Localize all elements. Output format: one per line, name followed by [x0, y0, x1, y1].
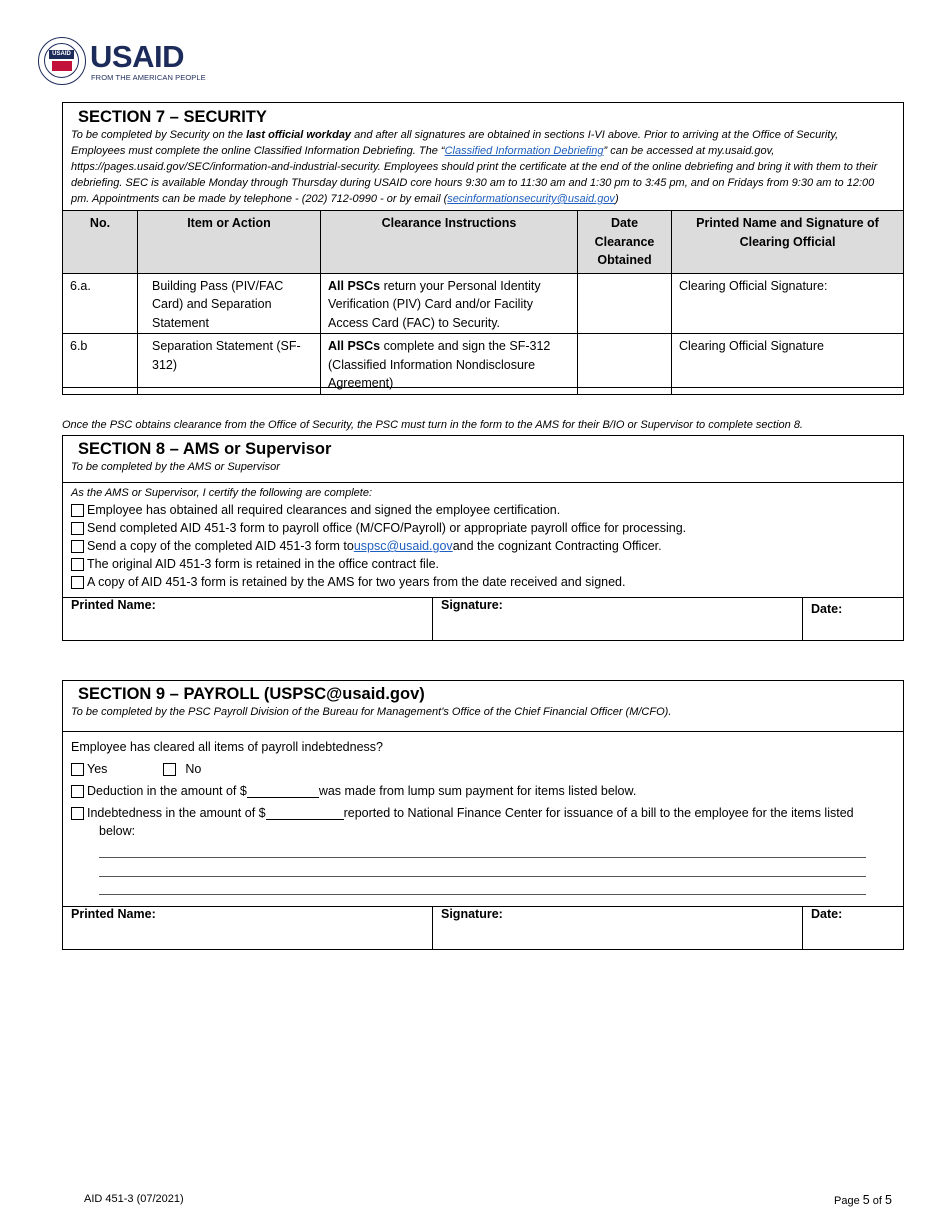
section-8-header: [63, 436, 903, 483]
deduction-item: Deduction in the amount of $ was made from lump sum payment for items listed below.: [71, 780, 895, 802]
usaid-logo: [38, 37, 208, 89]
no-label: No: [185, 762, 202, 776]
section-8-note: Once the PSC obtains clearance from the Office of Security, the PSC must turn in the form to the AMS for their B/IO or Supervisor to complete section 8.: [62, 419, 803, 431]
logo-tagline: FROM THE AMERICAN PEOPLE: [91, 73, 206, 82]
checkbox[interactable]: [71, 576, 84, 589]
signature-field[interactable]: Signature:: [433, 598, 803, 640]
row-signature-field[interactable]: Clearing Official Signature:: [672, 273, 904, 334]
section-8-signature-row: [63, 598, 903, 640]
items-line-2[interactable]: [99, 876, 866, 877]
indebtedness-question: Employee has cleared all items of payroll indebtedness?: [71, 740, 383, 754]
col-header-date: Date Clearance Obtained: [578, 211, 672, 274]
printed-name-field[interactable]: Printed Name:: [63, 907, 433, 949]
checkbox[interactable]: [71, 504, 84, 517]
indebtedness-item: Indebtedness in the amount of $ reported to National Finance Center for issuance of a bill to the employee for the items listed: [71, 802, 895, 824]
row-no: 6.a.: [63, 273, 138, 334]
certify-text: As the AMS or Supervisor, I certify the following are complete:: [71, 487, 373, 499]
section-9-body: [63, 732, 903, 907]
row-no: 6.b: [63, 334, 138, 395]
debriefing-link[interactable]: Classified Information Debriefing: [444, 145, 604, 157]
table-header-row: [63, 211, 904, 274]
row-date-field[interactable]: [578, 334, 672, 395]
section-8-title: SECTION 8 – AMS or Supervisor: [78, 440, 332, 458]
seal-text: USAID: [49, 50, 74, 59]
section-9-header: [63, 681, 903, 732]
list-item: Send a copy of the completed AID 451-3 form to uspsc@usaid.gov and the cognizant Contracting Officer.: [71, 537, 895, 555]
row-instructions: All PSCs complete and sign the SF-312 (Classified Information Nondisclosure Agreement): [321, 334, 578, 395]
form-number: AID 451-3 (07/2021): [84, 1193, 184, 1205]
list-item: The original AID 451-3 form is retained in the office contract file.: [71, 555, 895, 573]
indebtedness-amount-field[interactable]: [266, 807, 344, 820]
col-header-item: Item or Action: [138, 211, 321, 274]
list-item: Employee has obtained all required clearances and signed the employee certification.: [71, 501, 895, 519]
section-8-ams: [62, 435, 904, 641]
col-header-no: No.: [63, 211, 138, 274]
checkbox[interactable]: [71, 558, 84, 571]
no-checkbox[interactable]: [163, 763, 176, 776]
yes-checkbox[interactable]: [71, 763, 84, 776]
section-7-intro: To be completed by Security on the last official workday and after all signatures are obtained in sections I-VI above. Prior to arriving at the Office of Security, Employees must complete the online Classified Information Debriefing. The “Classified Information Debriefing” can be accessed at my.usaid.gov, https://pages.usaid.gov/SEC/information-and-industrial-security. Employees should print the certificate at the end of the online debriefing and bring it with them to their debriefing. SEC is available Monday through Thursday during USAID core hours 9:30 am to 11:30 am and 1:30 pm to 3:45 pm, and on Fridays from 9:30 am to 12:00 pm. Appointments can be made by telephone - (202) 712-0990 - or by email (secinformationsecurity@usaid.gov): [71, 129, 878, 205]
list-item: Send completed AID 451-3 form to payroll office (M/CFO/Payroll) or appropriate payroll office for processing.: [71, 519, 895, 537]
row-instructions: All PSCs return your Personal Identity Verification (PIV) Card and/or Facility Access Card (FAC) to Security.: [321, 273, 578, 334]
indebtedness-continued: below:: [99, 824, 136, 838]
section-9-signature-row: [63, 907, 903, 949]
section-9-payroll: [62, 680, 904, 950]
checkbox[interactable]: [71, 522, 84, 535]
security-email-link[interactable]: secinformationsecurity@usaid.gov: [447, 193, 615, 205]
list-item: A copy of AID 451-3 form is retained by the AMS for two years from the date received and signed.: [71, 573, 895, 591]
usaid-seal-icon: [38, 37, 86, 85]
items-line-3[interactable]: [99, 894, 866, 895]
indebtedness-checkbox[interactable]: [71, 807, 84, 820]
section-9-subtitle: To be completed by the PSC Payroll Division of the Bureau for Management’s Office of the Chief Financial Officer (M/CFO).: [71, 706, 672, 718]
section-7-header: [63, 103, 903, 206]
date-field[interactable]: Date:: [811, 907, 843, 921]
uspsc-email-link[interactable]: uspsc@usaid.gov: [353, 539, 453, 553]
table-row: [63, 273, 904, 334]
logo-wordmark: USAID: [90, 39, 184, 74]
signature-field[interactable]: Signature:: [433, 907, 803, 949]
row-date-field[interactable]: [578, 273, 672, 334]
table-row: [63, 334, 904, 395]
printed-name-field[interactable]: Printed Name:: [63, 598, 433, 640]
deduction-checkbox[interactable]: [71, 785, 84, 798]
section-8-checklist: [63, 483, 903, 598]
security-table: [62, 210, 904, 395]
yes-label: Yes: [87, 762, 108, 776]
date-field[interactable]: Date:: [811, 602, 843, 616]
section-8-subtitle: To be completed by the AMS or Supervisor: [71, 461, 280, 473]
col-header-signature: Printed Name and Signature of Clearing Official: [672, 211, 904, 274]
row-item: Separation Statement (SF-312): [138, 334, 321, 395]
row-item: Building Pass (PIV/FAC Card) and Separation Statement: [138, 273, 321, 334]
row-signature-field[interactable]: Clearing Official Signature: [672, 334, 904, 395]
col-header-instructions: Clearance Instructions: [321, 211, 578, 274]
section-7-security: [62, 102, 904, 388]
deduction-amount-field[interactable]: [247, 785, 319, 798]
checkbox[interactable]: [71, 540, 84, 553]
page-number: Page 5 of 5: [834, 1193, 892, 1207]
section-7-title: SECTION 7 – SECURITY: [78, 108, 267, 126]
items-line-1[interactable]: [99, 857, 866, 858]
yes-no-options: [71, 758, 895, 780]
section-9-title: SECTION 9 – PAYROLL (USPSC@usaid.gov): [78, 685, 425, 703]
